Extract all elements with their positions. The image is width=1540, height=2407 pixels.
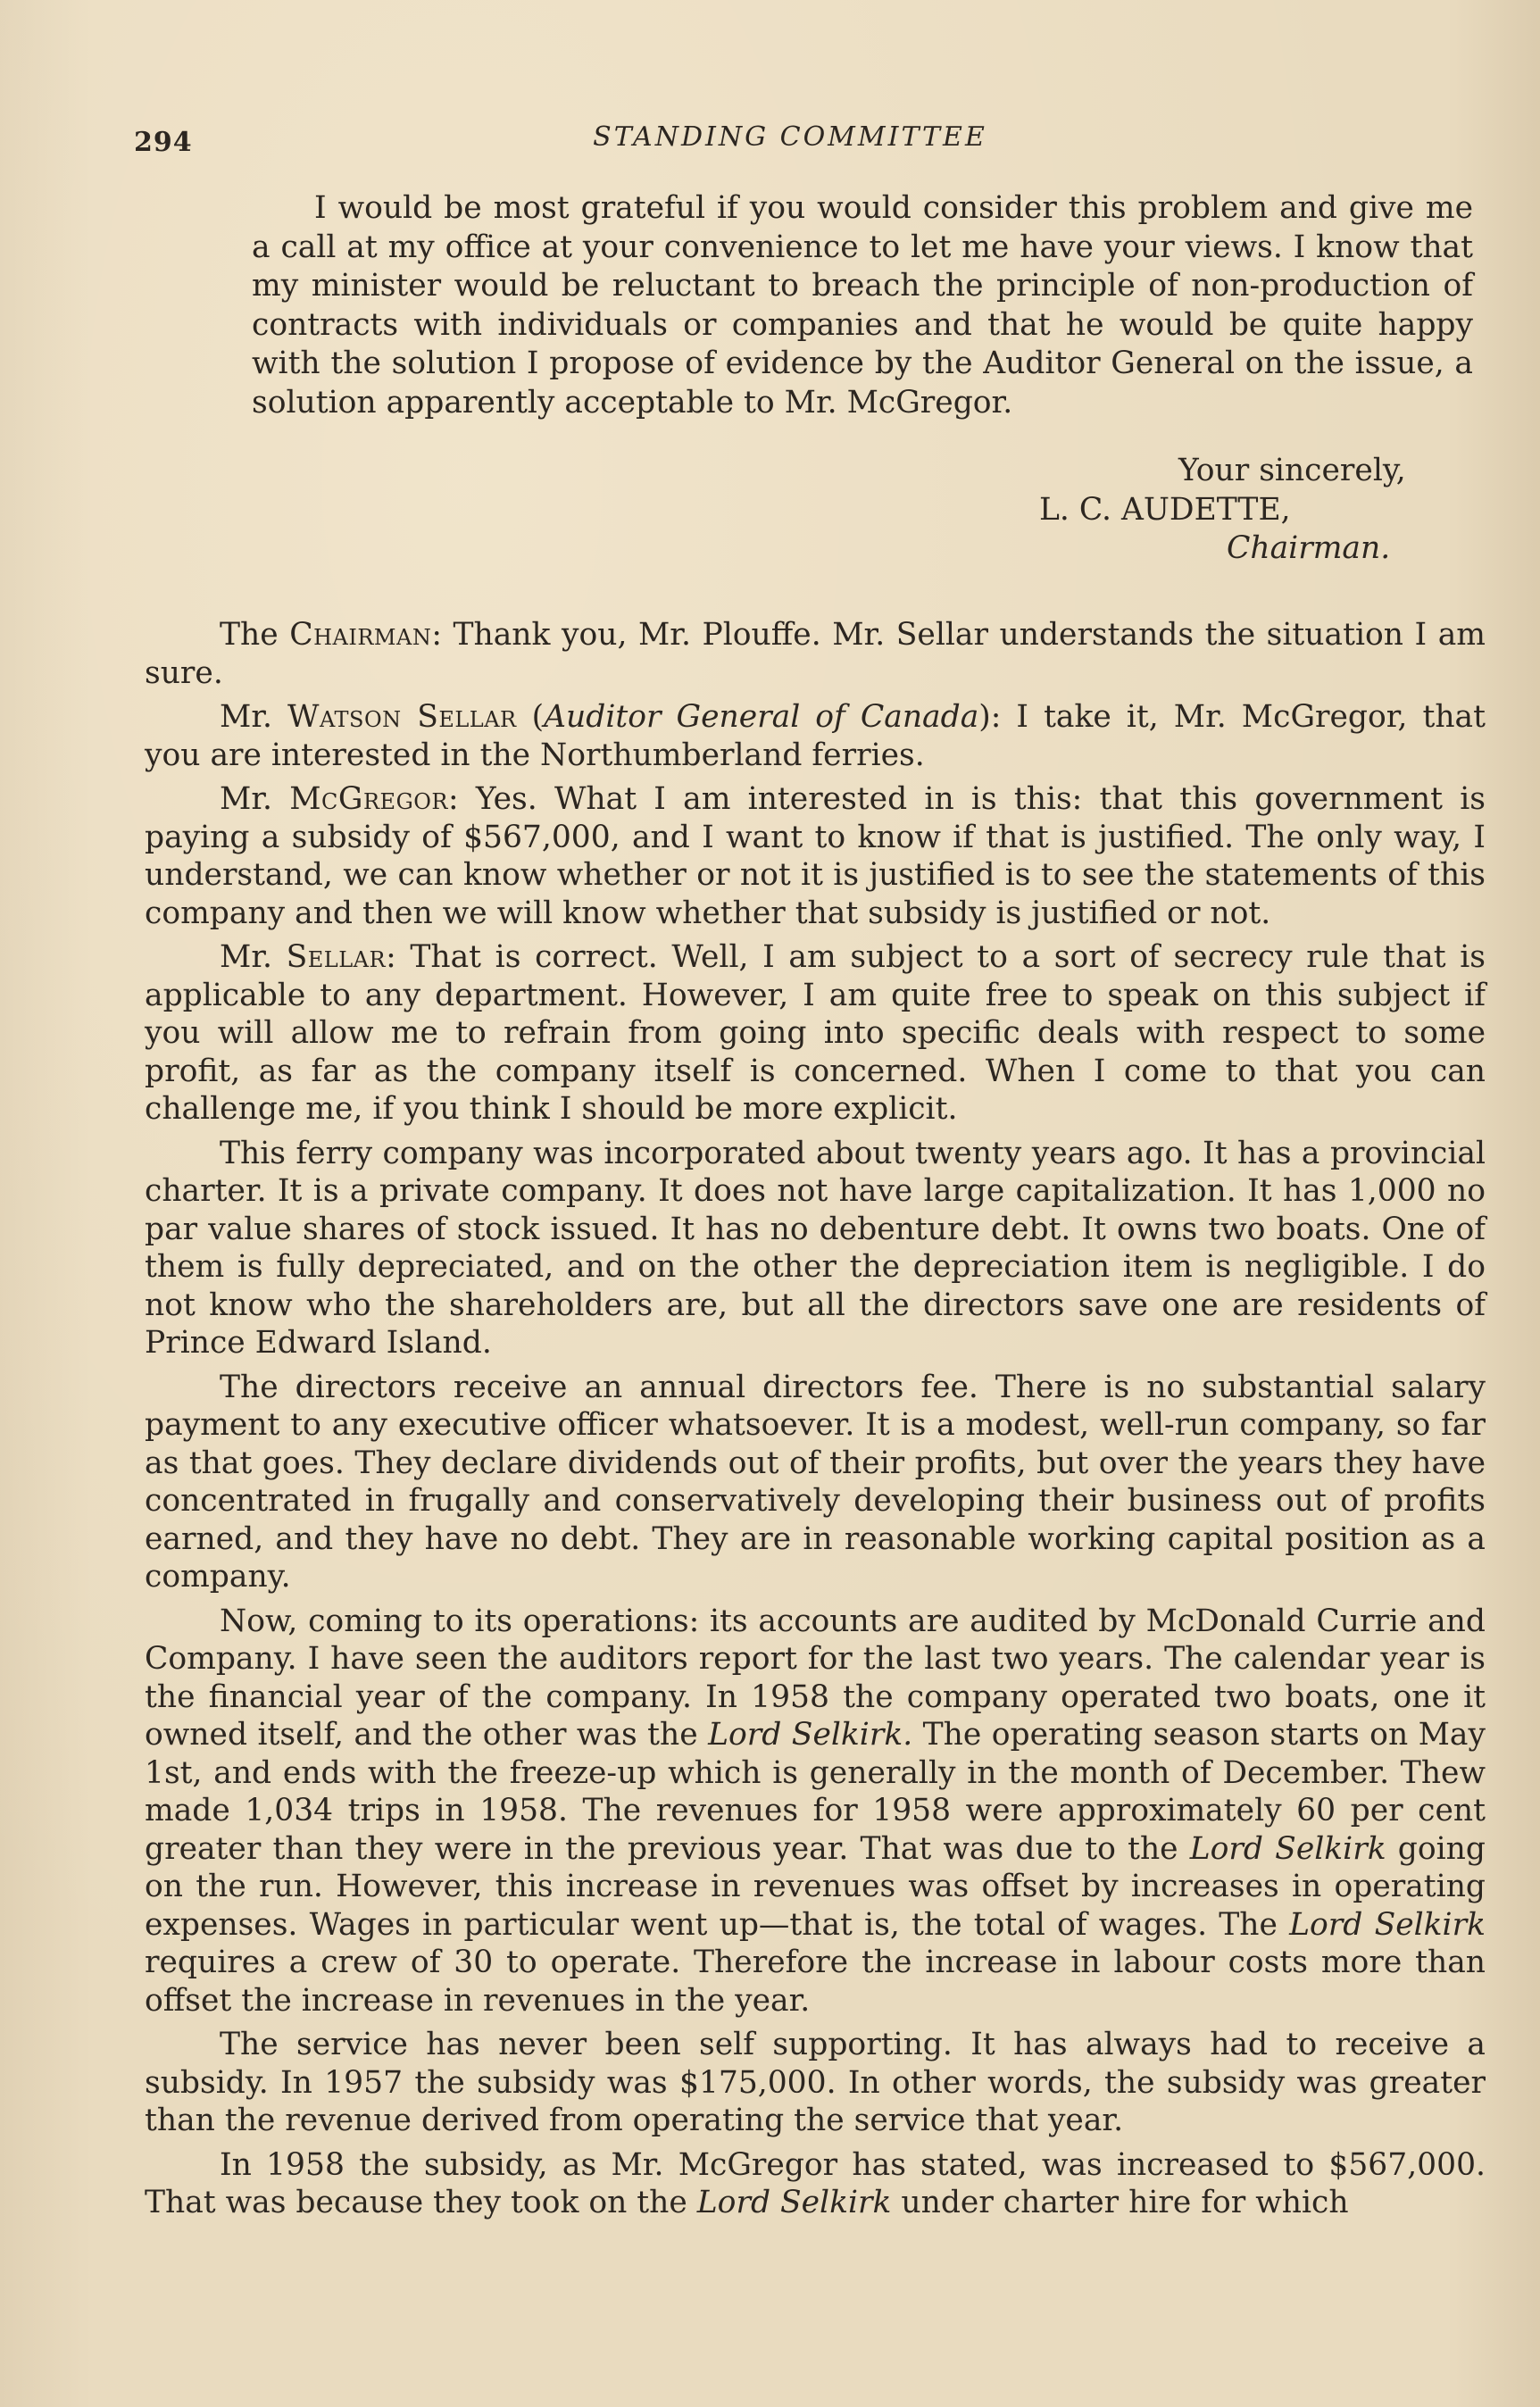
letter-signature [893, 452, 1446, 569]
signer-title: Chairman. [1227, 530, 1391, 566]
paragraph-mcgregor [145, 780, 1486, 932]
paragraph-sellar-intro [145, 698, 1486, 774]
paragraph-text: going on the run. However, this increase in revenues was offset by increases in operating expenses. Wages in particular went up—that is, the total of wages. The [145, 1830, 1486, 1943]
letter-closing: Your sincerely, [1178, 453, 1406, 488]
paragraph-directors: The directors receive an annual directors fee. There is no substantial salary payment to any executive officer whatsoever. It is a modest, well-run company, so far as that goes. They declare dividends out of their profits, but over the years they have concentrated in frugally and conservatively developing their business out of profits earned, and they have no debt. They are in reasonable working capital position as a company. [145, 1369, 1486, 1595]
speaker-name: McGregor [289, 781, 448, 817]
paragraph-operations [145, 1603, 1486, 2020]
speaker-name: Watson Sellar [287, 699, 517, 735]
paragraph-company-history: This ferry company was incorporated about twenty years ago. It has a provincial charter. It is a private company. It does not have large capitalization. It has 1,000 no par value shares of stock issued. It has no debenture debt. It owns two boats. One of them is fully depreciated, and on the other the depreciation item is negligible. I do not know who the shareholders are, but all the directors save one are residents of Prince Edward Island. [145, 1135, 1486, 1361]
paragraph-chairman [145, 616, 1486, 692]
transcript-body [145, 616, 1486, 2228]
ship-name: Lord Selkirk [1189, 1830, 1386, 1867]
paragraph-text: : Yes. What I am interested in is this: that this government is paying a subsidy of $567,000, and I want to know if that is justified. The only way, I understand, we can know whether or not it is justified is to see the statements of this company and then we will know whether that subsidy is justified or not. [145, 781, 1486, 931]
signer-name: L. C. AUDETTE, [1039, 491, 1291, 528]
paragraph-text: : That is correct. Well, I am subject to a sort of secrecy rule that is applicable to any department. However, I am quite free to speak on this subject if you will allow me to refrain from going into specific deals with respect to some profit, as far as the company itself is concerned. When I come to that you can challenge me, if you think I should be more explicit. [145, 939, 1486, 1127]
speaker-prefix: Mr. [220, 939, 287, 975]
ship-name: Lord Selkirk [1289, 1906, 1486, 1943]
running-title: STANDING COMMITTEE [593, 121, 987, 153]
speaker-name: Sellar [286, 939, 387, 975]
letter-paragraph: I would be most grateful if you would consider this problem and give me a call at my office at your convenience to let me have your views. I know that my minister would be reluctant to breach the principle of non-production of contracts with individuals or companies and that he would be quite happy with the solution I propose of evidence by the Auditor General on the issue, a solution apparently acceptable to Mr. McGregor. [252, 190, 1473, 421]
speaker-prefix: The [220, 617, 290, 653]
speaker-name: Chairman [289, 617, 432, 653]
paren-open: ( [516, 699, 545, 735]
paragraph-text: : Thank you, Mr. Plouffe. Mr. Sellar understands the situation I am sure. [145, 617, 1486, 691]
page-header [134, 118, 1446, 162]
speaker-role: Auditor General of Canada [544, 699, 979, 735]
ship-name: Lord Selkirk [696, 2185, 892, 2220]
page-number: 294 [134, 127, 193, 158]
paragraph-text: In 1958 the subsidy, as Mr. McGregor has stated, was increased to $567,000. That was because they took on the [145, 2146, 1486, 2220]
paragraph-subsidy-history: The service has never been self supporting. It has always had to receive a subsidy. In 1957 the subsidy was $175,000. In other words, the subsidy was greater than the revenue derived from operating the service that year. [145, 2027, 1486, 2138]
ship-name: Lord Selkirk. [708, 1717, 913, 1753]
paragraph-text: under charter hire for which [891, 2185, 1349, 2220]
paragraph-text: Now, coming to its operations: its accounts are audited by McDonald Currie and Company. I have seen the auditors report for the last two years. The calendar year is the financial year of the company. In 1958 the company operated two boats, one it owned itself, and the other was the [145, 1603, 1486, 1753]
quoted-letter [252, 189, 1473, 422]
paragraph-text: requires a crew of 30 to operate. Therefore the increase in labour costs more than offset the increase in revenues in the year. [145, 1945, 1486, 2019]
paragraph-text: The operating season starts on May 1st, and ends with the freeze-up which is generally in the month of December. Thew made 1,034 trips in 1958. The revenues for 1958 were approximately 60 per cent greater than they were in the previous year. That was due to the [145, 1717, 1486, 1867]
speaker-prefix: Mr. [220, 781, 290, 817]
paragraph-sellar-response [145, 938, 1486, 1129]
paragraph-subsidy-1958 [145, 2146, 1486, 2222]
paragraph-text: ): I take it, Mr. McGregor, that you are interested in the Northumberland ferries. [145, 699, 1486, 773]
speaker-prefix: Mr. [220, 699, 288, 735]
